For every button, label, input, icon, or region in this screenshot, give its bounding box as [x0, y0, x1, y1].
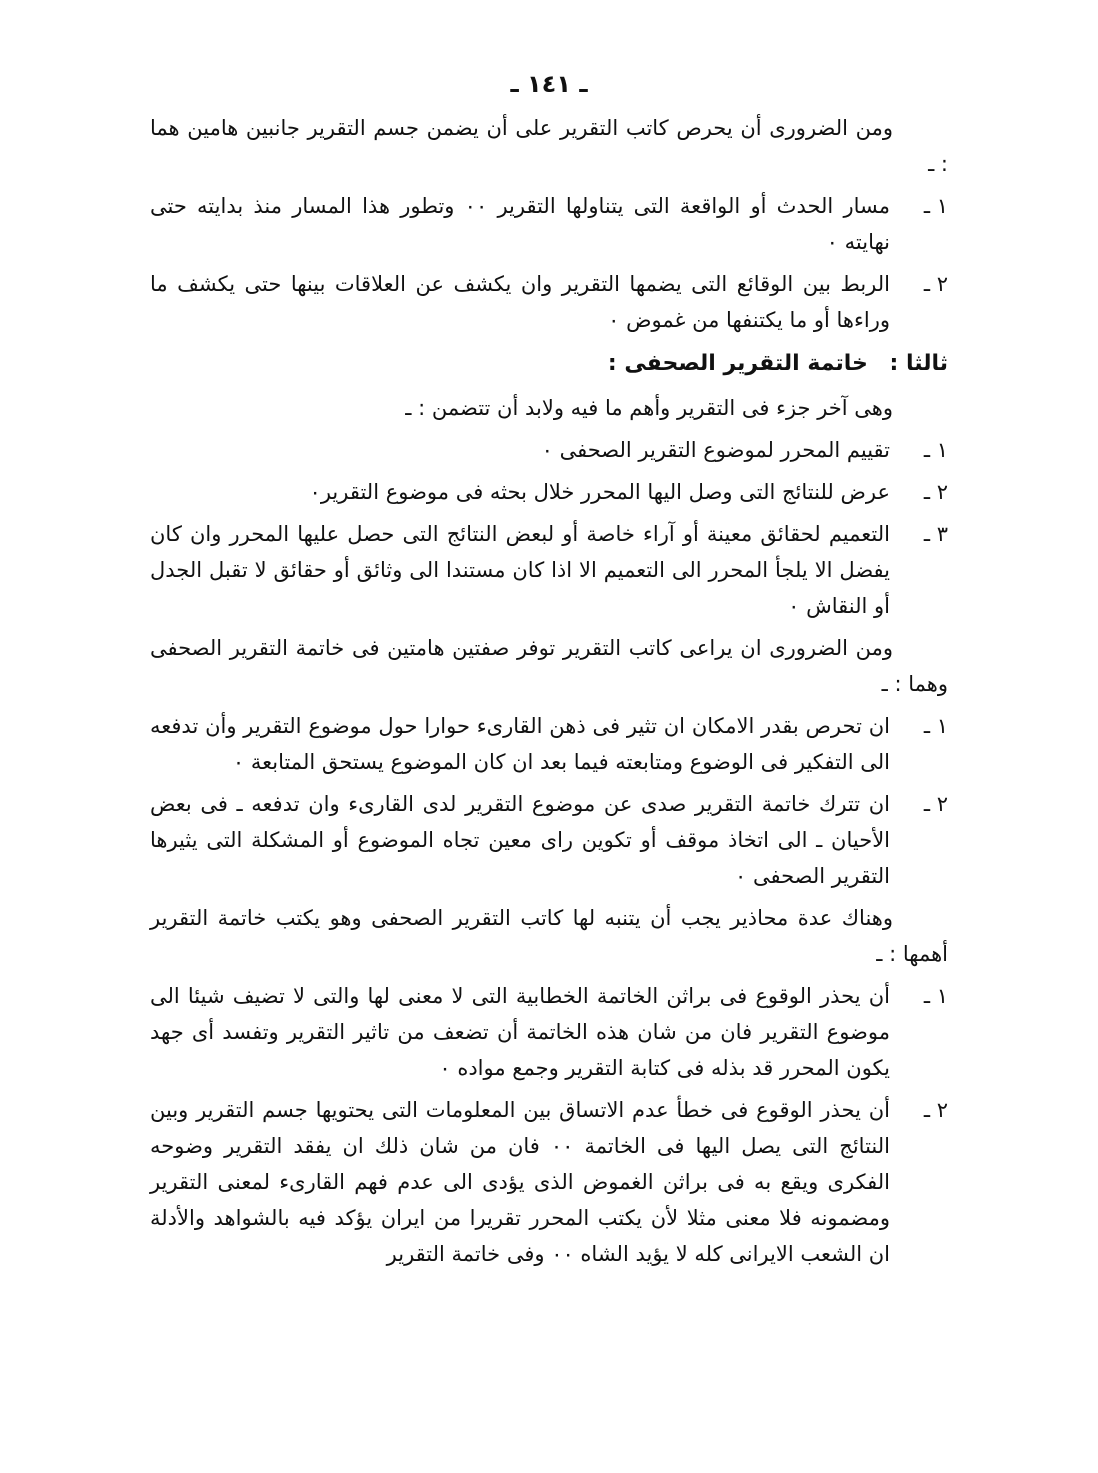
list-item	[150, 786, 948, 894]
list-item-number: ١ ـ	[923, 714, 948, 738]
list-body-aspects	[150, 188, 948, 338]
section-heading-label: ثالثا :	[889, 351, 948, 376]
list-item-text: مسار الحدث أو الواقعة التى يتناولها التقرير ٠٠ وتطور هذا المسار منذ بدايته حتى نهايته ٠	[150, 194, 890, 254]
list-item	[150, 978, 948, 1086]
section-heading-title: خاتمة التقرير الصحفى :	[607, 351, 868, 376]
list-item-text: ان تترك خاتمة التقرير صدى عن موضوع التقرير لدى القارىء وان تدفعه ـ فى بعض الأحيان ـ الى اتخاذ موقف أو تكوين راى معين تجاه الموضوع أو المشكلة التى يثيرها التقرير الصحفى ٠	[150, 792, 890, 888]
list-item-text: الربط بين الوقائع التى يضمها التقرير وان يكشف عن العلاقات بينها حتى يكشف ما وراءها أو ما يكتنفها من غموض ٠	[150, 272, 890, 332]
intro-paragraph-2: وهى آخر جزء فى التقرير وأهم ما فيه ولابد أن تتضمن : ـ	[405, 396, 893, 420]
page-number: ـ ١٤١ ـ	[510, 70, 588, 98]
list-item	[150, 188, 948, 260]
list-item	[150, 432, 948, 468]
list-item	[150, 708, 948, 780]
list-conclusion-warnings	[150, 978, 948, 1272]
list-conclusion-qualities	[150, 708, 948, 894]
intro-paragraph-4: وهناك عدة محاذير يجب أن يتنبه لها كاتب التقرير الصحفى وهو يكتب خاتمة التقرير أهمها : ـ	[150, 906, 948, 966]
list-item-number: ٢ ـ	[923, 480, 948, 504]
list-item-text: ان تحرص بقدر الامكان ان تثير فى ذهن القارىء حوارا حول موضوع التقرير وأن تدفعه الى التفكير فى الوضوع ومتابعته فيما بعد ان كان الموضوع يستحق المتابعة ٠	[150, 714, 890, 774]
list-item-number: ١ ـ	[923, 194, 948, 218]
list-item	[150, 516, 948, 624]
list-item-number: ٢ ـ	[923, 792, 948, 816]
list-item-text: عرض للنتائج التى وصل اليها المحرر خلال بحثه فى موضوع التقرير٠	[309, 480, 890, 504]
intro-paragraph-1: ومن الضرورى أن يحرص كاتب التقرير على أن يضمن جسم التقرير جانبين هامين هما : ـ	[150, 116, 948, 176]
list-item-number: ٢ ـ	[923, 272, 948, 296]
list-item	[150, 1092, 948, 1272]
intro-paragraph-3: ومن الضرورى ان يراعى كاتب التقرير توفر صفتين هامتين فى خاتمة التقرير الصحفى وهما : ـ	[150, 636, 948, 696]
list-item-number: ٣ ـ	[923, 522, 948, 546]
list-item-number: ١ ـ	[923, 984, 948, 1008]
list-item	[150, 266, 948, 338]
list-item-text: تقييم المحرر لموضوع التقرير الصحفى ٠	[541, 438, 890, 462]
list-item	[150, 474, 948, 510]
list-item-number: ١ ـ	[923, 438, 948, 462]
list-item-text: أن يحذر الوقوع فى براثن الخاتمة الخطابية التى لا معنى لها والتى لا تضيف شيئا الى موضوع التقرير فان من شان هذه الخاتمة أن تضعف من تاثير التقرير وتفسد أى جهد يكون المحرر قد بذله فى كتابة التقرير وجمع مواده ٠	[150, 984, 890, 1080]
list-item-text: التعميم لحقائق معينة أو آراء خاصة أو لبعض النتائج التى حصل عليها المحرر وان كان يفضل الا يلجأ المحرر الى التعميم الا اذا كان مستندا الى وثائق أو حقائق لا تقبل الجدل أو النقاش ٠	[150, 522, 890, 618]
list-conclusion-contents	[150, 432, 948, 624]
section-heading	[150, 344, 948, 384]
list-item-text: أن يحذر الوقوع فى خطأ عدم الاتساق بين المعلومات التى يحتويها جسم التقرير وبين النتائج التى يصل اليها فى الخاتمة ٠٠ فان من شان ذلك ان يفقد التقرير وضوحه الفكرى ويقع به فى براثن الغموض الذى يؤدى الى عدم فهم القارىء لمعنى التقرير ومضمونه فلا معنى مثلا لأن يكتب المحرر تقريرا من ايران يؤكد فيه بالشواهد والأدلة ان الشعب الايرانى كله لا يؤيد الشاه ٠٠ وفى خاتمة التقرير	[150, 1098, 890, 1266]
list-item-number: ٢ ـ	[923, 1098, 948, 1122]
